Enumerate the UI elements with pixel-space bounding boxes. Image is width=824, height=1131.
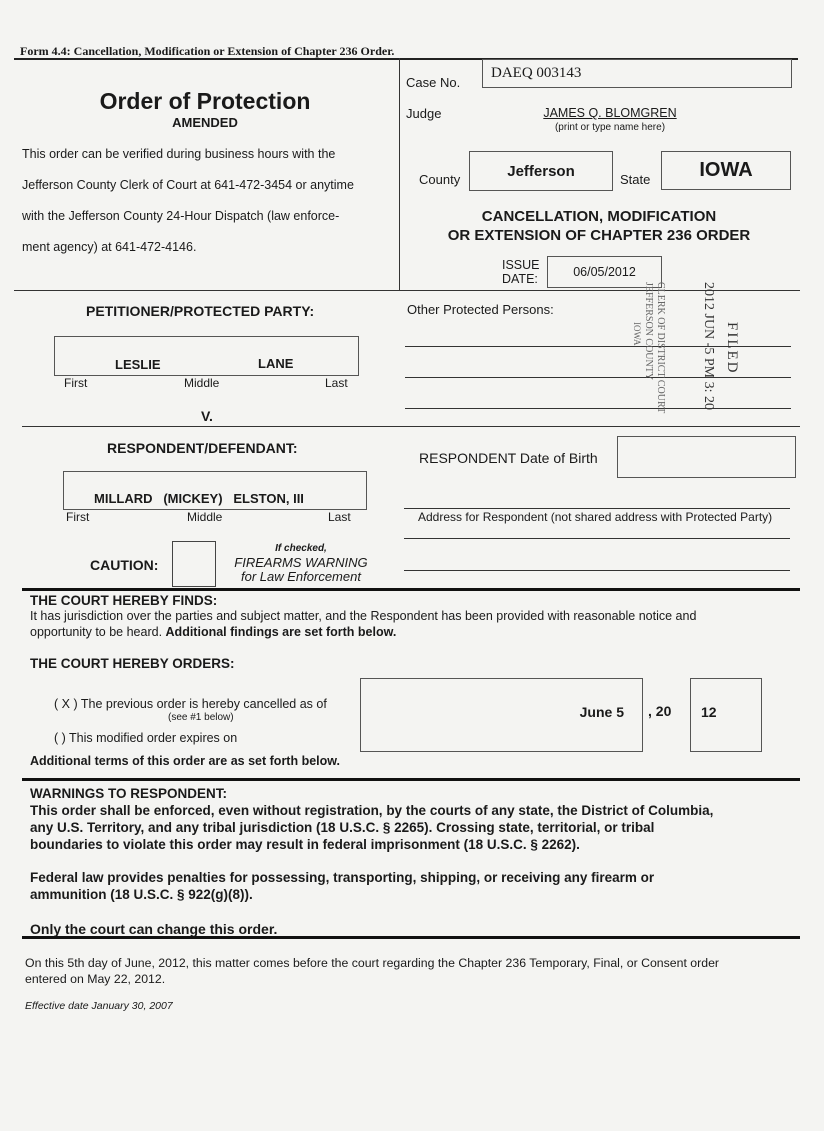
stamp-date: 2012 JUN -5 PM 3: 20: [701, 282, 716, 410]
orders-heading: THE COURT HEREBY ORDERS:: [30, 656, 235, 671]
case-no-field: [482, 59, 792, 88]
stamp-county: JEFFERSON COUNTY: [643, 282, 654, 381]
address-label: Address for Respondent (not shared address with Protected Party): [418, 510, 773, 524]
warnings-heading: WARNINGS TO RESPONDENT:: [30, 786, 228, 801]
stamp-state: IOWA: [632, 322, 642, 346]
state-value: IOWA: [699, 159, 753, 181]
address-line-2: [404, 570, 790, 571]
warnings-paragraph-1: This order shall be enforced, even without registration, by the courts of any state, the District of Columbia, any U.S. Territory, and any tribal jurisdiction (18 U.S.C. § 2265). Crossing state, territorial, or tribal boundaries to violate this order may result in federal imprisonment (18 U.S.C. § 2262).: [30, 803, 714, 852]
order-title-line-1: CANCELLATION, MODIFICATION: [481, 208, 717, 225]
order-year-prefix: , 20: [648, 703, 672, 719]
address-line-1: [404, 538, 790, 539]
other-protected-label: Other Protected Persons:: [407, 302, 554, 317]
warnings-paragraph-2: Federal law provides penalties for possessing, transporting, shipping, or receiving any firearm or ammunition (18 U.S.C. § 922(g)(8)).: [30, 870, 655, 902]
firearms-warning-checkbox: [172, 541, 216, 587]
stamp-filed: FILED: [724, 322, 740, 375]
section-rule-5: [22, 936, 800, 939]
petitioner-last-label: Last: [325, 376, 348, 390]
issue-date-label: ISSUE DATE:: [502, 258, 540, 286]
verification-line-4: ment agency) at 641-472-4146.: [22, 240, 197, 254]
other-protected-line-3: [405, 408, 791, 409]
other-protected-line-2: [405, 377, 791, 378]
county-label: County: [419, 172, 461, 187]
caution-label: CAUTION:: [90, 557, 159, 573]
judge-value: JAMES Q. BLOMGREN: [543, 106, 677, 120]
findings-heading: THE COURT HEREBY FINDS:: [30, 593, 218, 608]
additional-terms: Additional terms of this order are as set forth below.: [30, 754, 341, 768]
respondent-first-label: First: [66, 510, 90, 524]
respondent-heading: RESPONDENT/DEFENDANT:: [107, 440, 298, 456]
case-no-value: DAEQ 003143: [491, 65, 582, 81]
petitioner-first-label: First: [64, 376, 88, 390]
versus-label: V.: [201, 408, 213, 424]
judge-note: (print or type name here): [554, 122, 666, 133]
petitioner-name-field: [54, 336, 359, 376]
respondent-name-field: [63, 471, 367, 510]
petitioner-heading: PETITIONER/PROTECTED PARTY:: [86, 303, 315, 319]
county-field: [469, 151, 613, 191]
order-date-field: [360, 678, 643, 752]
order-title-line-2: OR EXTENSION OF CHAPTER 236 ORDER: [447, 227, 751, 244]
verification-line-2: Jefferson County Clerk of Court at 641-472-3454 or anytime: [22, 178, 354, 192]
order-year-value: 12: [701, 704, 717, 720]
address-line-top: [404, 508, 790, 509]
verification-line-3: with the Jefferson County 24-Hour Dispatch (law enforce-: [22, 209, 340, 223]
stamp-clerk: CLERK OF DISTRICT COURT: [655, 282, 666, 414]
dob-label: RESPONDENT Date of Birth: [419, 450, 598, 466]
county-value: Jefferson: [507, 163, 575, 180]
closing-text: On this 5th day of June, 2012, this matter comes before the court regarding the Chapter 236 Temporary, Final, or Consent order entered on May 22, 2012.: [25, 956, 720, 986]
respondent-last-label: Last: [328, 510, 351, 524]
order-item-1-note: (see #1 below): [168, 712, 234, 723]
verification-line-1: This order can be verified during business hours with the: [22, 147, 336, 161]
section-rule-3: [22, 588, 800, 591]
petitioner-first: LESLIE: [115, 357, 161, 372]
warnings-paragraph-3: Only the court can change this order.: [30, 921, 278, 937]
dob-field: [617, 436, 796, 478]
order-year-field: [690, 678, 762, 752]
page-title: Order of Protection: [99, 88, 311, 114]
top-divider: [399, 58, 400, 290]
form-header: Form 4.4: Cancellation, Modification or Extension of Chapter 236 Order.: [20, 44, 395, 58]
state-label: State: [620, 172, 651, 187]
effective-date: Effective date January 30, 2007: [25, 1000, 173, 1012]
caution-note: If checked, FIREARMS WARNING for Law Enforcement: [234, 543, 368, 584]
section-rule-4: [22, 778, 800, 781]
order-item-2: ( ) This modified order expires on: [54, 731, 238, 745]
respondent-name: MILLARD (MICKEY) ELSTON, III: [94, 491, 304, 506]
issue-date-value: 06/05/2012: [573, 265, 636, 279]
findings-text-1: It has jurisdiction over the parties and subject matter, and the Respondent has been provided with reasonable notice and: [30, 609, 697, 623]
filed-stamp: [616, 282, 740, 450]
order-item-1: ( X ) The previous order is hereby cancelled as of: [54, 697, 327, 711]
page-subtitle: AMENDED: [172, 115, 238, 130]
petitioner-middle-label: Middle: [184, 376, 220, 390]
findings-text-2: opportunity to be heard. Additional findings are set forth below.: [30, 625, 397, 639]
respondent-middle-label: Middle: [187, 510, 223, 524]
case-no-label: Case No.: [406, 75, 461, 90]
petitioner-last: LANE: [258, 356, 294, 371]
state-field: [661, 151, 791, 190]
order-date-value: June 5: [579, 704, 624, 720]
judge-label: Judge: [406, 106, 442, 121]
